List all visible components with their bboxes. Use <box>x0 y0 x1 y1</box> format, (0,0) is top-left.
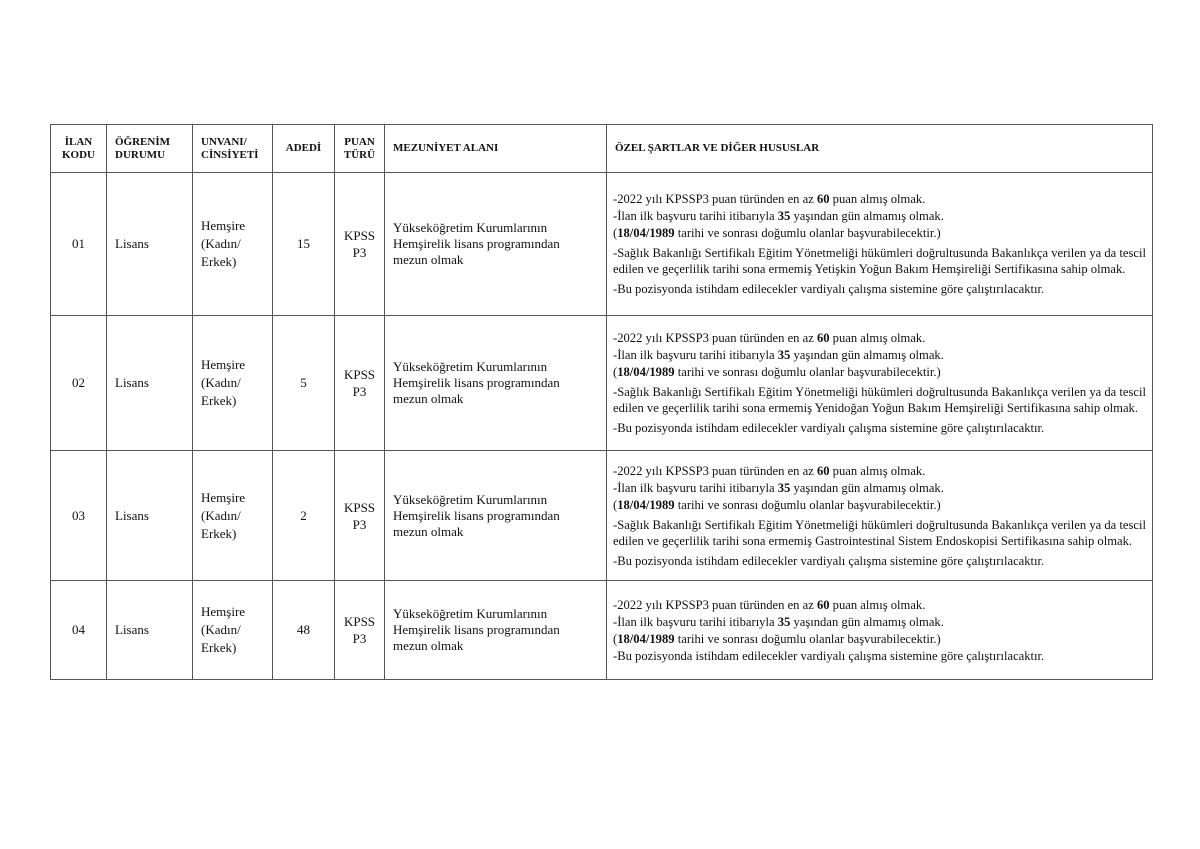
header-mezuniyet-alani: MEZUNİYET ALANI <box>385 125 607 173</box>
adet-cell: 5 <box>273 316 335 451</box>
table-row <box>51 451 1153 581</box>
puan-cell: KPSS P3 <box>335 451 385 581</box>
puan-cell: KPSS P3 <box>335 173 385 316</box>
job-posting-table <box>50 124 1153 680</box>
unvan-cell: Hemşire (Kadın/ Erkek) <box>193 581 273 680</box>
adet-cell: 48 <box>273 581 335 680</box>
ilan-kodu-cell: 04 <box>51 581 107 680</box>
header-adedi: ADEDİ <box>273 125 335 173</box>
ozel-sartlar-cell: -2022 yılı KPSSP3 puan türünden en az 60 puan almış olmak. -İlan ilk başvuru tarihi itibarıyla 35 yaşından gün almamış olmak. (18/04/1989 tarihi ve sonrası doğumlu olanlar başvurabilecektir.) -Sağlık Bakanlığı Sertifikalı Eğitim Yönetmeliği hükümleri doğrultusunda Bakanlıkça verilen ya da tescil edilen ve geçerlilik tarihi sona ermemiş Yenidoğan Yoğun Bakım Hemşireliği Sertifikasına sahip olmak. -Bu pozisyonda istihdam edilecekler vardiyalı çalışma sistemine göre çalıştırılacaktır. <box>607 316 1153 451</box>
puan-cell: KPSS P3 <box>335 581 385 680</box>
table-row <box>51 173 1153 316</box>
adet-cell: 15 <box>273 173 335 316</box>
ilan-kodu-cell: 03 <box>51 451 107 581</box>
ogrenim-cell: Lisans <box>107 581 193 680</box>
unvan-cell: Hemşire (Kadın/ Erkek) <box>193 316 273 451</box>
ozel-sartlar-cell: -2022 yılı KPSSP3 puan türünden en az 60 puan almış olmak. -İlan ilk başvuru tarihi itibarıyla 35 yaşından gün almamış olmak. (18/04/1989 tarihi ve sonrası doğumlu olanlar başvurabilecektir.) -Bu pozisyonda istihdam edilecekler vardiyalı çalışma sistemine göre çalıştırılacaktır. <box>607 581 1153 680</box>
table-row <box>51 581 1153 680</box>
ogrenim-cell: Lisans <box>107 173 193 316</box>
table-row <box>51 316 1153 451</box>
ogrenim-cell: Lisans <box>107 451 193 581</box>
ozel-sartlar-cell: -2022 yılı KPSSP3 puan türünden en az 60 puan almış olmak. -İlan ilk başvuru tarihi itibarıyla 35 yaşından gün almamış olmak. (18/04/1989 tarihi ve sonrası doğumlu olanlar başvurabilecektir.) -Sağlık Bakanlığı Sertifikalı Eğitim Yönetmeliği hükümleri doğrultusunda Bakanlıkça verilen ya da tescil edilen ve geçerlilik tarihi sona ermemiş Yetişkin Yoğun Bakım Hemşireliği Sertifikasına sahip olmak. -Bu pozisyonda istihdam edilecekler vardiyalı çalışma sistemine göre çalıştırılacaktır. <box>607 173 1153 316</box>
ogrenim-cell: Lisans <box>107 316 193 451</box>
puan-cell: KPSS P3 <box>335 316 385 451</box>
mezuniyet-cell: Yükseköğretim Kurumlarının Hemşirelik lisans programından mezun olmak <box>385 173 607 316</box>
adet-cell: 2 <box>273 451 335 581</box>
header-row <box>51 125 1153 173</box>
ilan-kodu-cell: 02 <box>51 316 107 451</box>
header-ozel-sartlar: ÖZEL ŞARTLAR VE DİĞER HUSUSLAR <box>607 125 1153 173</box>
unvan-cell: Hemşire (Kadın/ Erkek) <box>193 173 273 316</box>
ilan-kodu-cell: 01 <box>51 173 107 316</box>
header-ogrenim-durumu: ÖĞRENİM DURUMU <box>107 125 193 173</box>
header-ilan-kodu: İLAN KODU <box>51 125 107 173</box>
header-unvan-cinsiyet: UNVANI/ CİNSİYETİ <box>193 125 273 173</box>
mezuniyet-cell: Yükseköğretim Kurumlarının Hemşirelik lisans programından mezun olmak <box>385 451 607 581</box>
mezuniyet-cell: Yükseköğretim Kurumlarının Hemşirelik lisans programından mezun olmak <box>385 581 607 680</box>
mezuniyet-cell: Yükseköğretim Kurumlarının Hemşirelik lisans programından mezun olmak <box>385 316 607 451</box>
ozel-sartlar-cell: -2022 yılı KPSSP3 puan türünden en az 60 puan almış olmak. -İlan ilk başvuru tarihi itibarıyla 35 yaşından gün almamış olmak. (18/04/1989 tarihi ve sonrası doğumlu olanlar başvurabilecektir.) -Sağlık Bakanlığı Sertifikalı Eğitim Yönetmeliği hükümleri doğrultusunda Bakanlıkça verilen ya da tescil edilen ve geçerlilik tarihi sona ermemiş Gastrointestinal Sistem Endoskopisi Sertifikasına sahip olmak. -Bu pozisyonda istihdam edilecekler vardiyalı çalışma sistemine göre çalıştırılacaktır. <box>607 451 1153 581</box>
unvan-cell: Hemşire (Kadın/ Erkek) <box>193 451 273 581</box>
header-puan-turu: PUAN TÜRÜ <box>335 125 385 173</box>
